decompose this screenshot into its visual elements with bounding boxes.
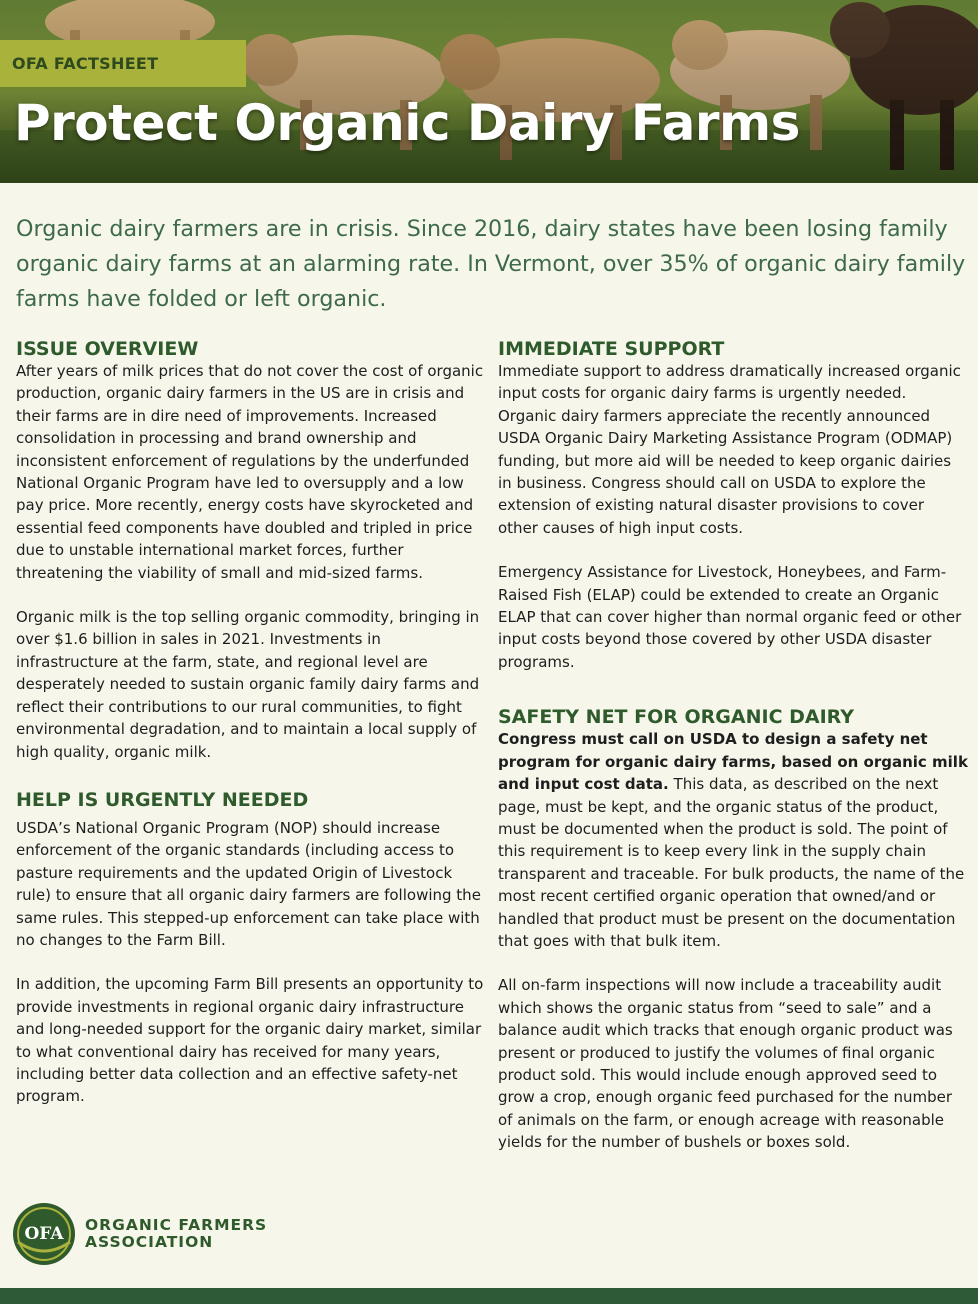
safety-net-paragraph-2: All on-farm inspections will now include a traceability audit which shows the organic status from “seed to sale” and a balance audit which tracks that enough organic product was present or produced to justify the volumes of final organic product sold. This would include enough approved seed to grow a crop, enough organic feed purchased for the number of animals on the farm, or enough acreage with reasonable yields for the number of bushels or boxes sold. — [498, 976, 953, 1152]
right-column — [498, 338, 968, 1154]
logo-line-1: ORGANIC FARMERS — [85, 1216, 268, 1234]
issue-overview-paragraph-1: After years of milk prices that do not cover the cost of organic production, organic dairy farmers in the US are in crisis and their farms are in dire need of improvements. Increased consolidation in processing and brand ownership and inconsistent enforcement of regulations by the underfunded National Organic Program have led to oversupply and a low pay price. More recently, energy costs have skyrocketed and essential feed components have doubled and tripled in price due to unstable international market forces, further threatening the viability of small and mid-sized farms. — [16, 362, 484, 582]
issue-overview-paragraph-2: Organic milk is the top selling organic commodity, bringing in over $1.6 billion in sales in 2021. Investments in infrastructure at the farm, state, and regional level are desperately needed to sustain organic family dairy farms and reflect their contributions to our rural communities, to fight environmental degradation, and to maintain a local supply of high quality, organic milk. — [16, 608, 480, 761]
safety-net-heading: SAFETY NET FOR ORGANIC DAIRY — [498, 706, 855, 729]
intro-paragraph: Organic dairy farmers are in crisis. Since 2016, dairy states have been losing family organic dairy farms at an alarming rate. In Vermont, over 35% of organic dairy family farms have folded or left organic. — [16, 216, 966, 312]
immediate-support-paragraph-1: Immediate support to address dramatically increased organic input costs for organic dairy farms is urgently needed. Organic dairy farmers appreciate the recently announced USDA Organic Dairy Marketing Assistance Program (ODMAP) funding, but more aid will be needed to keep organic dairies in business. Congress should call on USDA to explore the extension of existing natural disaster provisions to cover other causes of high input costs. — [498, 362, 961, 537]
safety-net-paragraph-1-rest: This data, as described on the next page, must be kept, and the organic status of the product, must be documented when the product is sold. The point of this requirement is to keep every link in the supply chain transparent and traceable. For bulk products, the name of the most recent certified organic operation that owned/and or handled that product must be present on the documentation that goes with that bulk item. — [498, 775, 965, 950]
help-needed-paragraph-2: In addition, the upcoming Farm Bill presents an opportunity to provide investments in regional organic dairy infrastructure and long-needed support for the organic dairy market, similar to what conventional dairy has received for many years, including better data collection and an effective safety-net program. — [16, 975, 484, 1106]
ofa-logo — [12, 1202, 267, 1266]
logo-line-2: ASSOCIATION — [85, 1233, 214, 1251]
immediate-support-heading: IMMEDIATE SUPPORT — [498, 338, 725, 360]
hero-banner — [0, 0, 978, 183]
footer-bar — [0, 1288, 978, 1304]
help-needed-paragraph-1: USDA’s National Organic Program (NOP) should increase enforcement of the organic standards (including access to pasture requirements and the updated Origin of Livestock rule) to ensure that all organic dairy farmers are following the same rules. This stepped-up enforcement can take place with no changes to the Farm Bill. — [16, 818, 481, 949]
help-needed-heading: HELP IS URGENTLY NEEDED — [16, 788, 309, 811]
logo-wordmark — [85, 1217, 267, 1251]
logo-mark-text: OFA — [24, 1224, 64, 1244]
left-column — [16, 338, 484, 1108]
immediate-support-paragraph-2: Emergency Assistance for Livestock, Honeybees, and Farm-Raised Fish (ELAP) could be extended to create an Organic ELAP that can cover higher than normal organic feed or other input costs beyond those covered by other USDA disaster programs. — [498, 563, 962, 671]
page-title: Protect Organic Dairy Farms — [14, 94, 800, 152]
cow-pasture-photo — [0, 0, 978, 183]
issue-overview-heading: ISSUE OVERVIEW — [16, 338, 199, 360]
factsheet-badge: OFA FACTSHEET — [0, 40, 246, 87]
safety-net-lead: Congress must call on USDA to design a safety net program for organic dairy farms, based on organic milk and input cost data. — [498, 730, 968, 794]
safety-net-paragraph-1 — [498, 728, 968, 952]
ofa-logo-icon — [12, 1202, 76, 1266]
